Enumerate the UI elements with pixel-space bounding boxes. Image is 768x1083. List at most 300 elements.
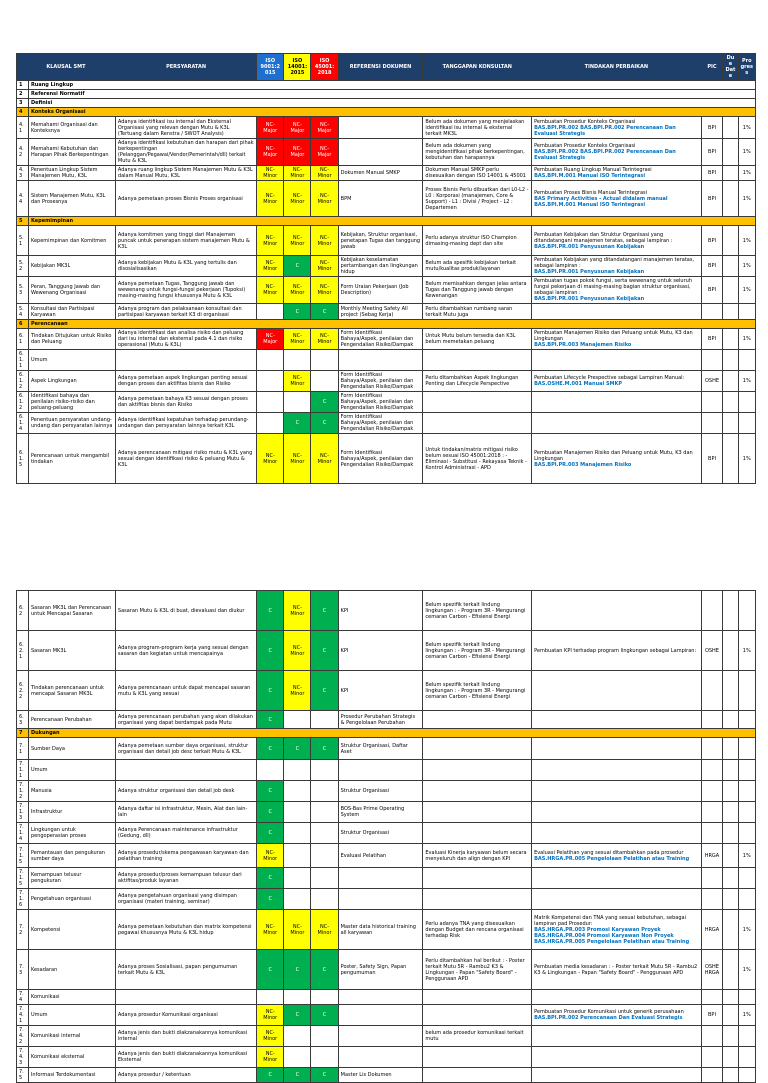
action-document-links: BAS.OSHE.M.001 Manual SMKP — [534, 381, 623, 387]
due-date-cell — [723, 889, 738, 910]
due-date-cell — [723, 1068, 738, 1083]
progress-cell — [738, 1047, 755, 1068]
corrective-action — [532, 1047, 702, 1068]
progress-cell: 1% — [738, 226, 755, 256]
action-text: Pembuatan Prosedur Konteks Organisasi — [534, 143, 636, 149]
table-row — [17, 671, 756, 711]
status-iso45001: NC-Minor — [311, 329, 338, 350]
due-date-cell — [723, 781, 738, 802]
due-date-cell — [723, 910, 738, 950]
status-iso9001: NC-Minor — [257, 256, 284, 277]
status-iso14001: NC-Minor — [284, 166, 311, 181]
status-iso45001 — [311, 868, 338, 889]
status-iso9001 — [257, 760, 284, 781]
requirement-text: Adanya identifikasi isu internal dan Eksternal Organisasi yang relevan dengan Mutu & K3L (Tertuang dalam Renstra / SWOT Analysis) — [115, 117, 256, 139]
reference-document: Struktur Organisasi — [338, 781, 423, 802]
table-row — [17, 139, 756, 166]
clause-name: Kemampuan telusur pengukuran — [28, 868, 115, 889]
section-row — [17, 729, 756, 738]
due-date-cell — [723, 166, 738, 181]
status-iso9001: C — [257, 950, 284, 990]
consultant-response: Belum spezifik terkait lindung lingkungan : - Program 3R - Mengurangi cemaran Carbon - Efisiensi Energi — [423, 671, 532, 711]
clause-name: Konsultasi dan Partisipasi Karyawan — [28, 304, 115, 320]
status-iso14001 — [284, 823, 311, 844]
reference-document: KPI — [338, 591, 423, 631]
section-row — [17, 108, 756, 117]
table-row — [17, 1005, 756, 1026]
status-iso45001: NC-Minor — [311, 226, 338, 256]
requirement-text: Adanya prosedur/proses kemampuan telusur dari aktifitas/produk layanan — [115, 868, 256, 889]
due-date-cell — [723, 371, 738, 392]
clause-name: Kebijakan MK3L — [28, 256, 115, 277]
progress-cell — [738, 392, 755, 413]
clause-name: Sistem Manajemen Mutu, K3L dan Prosesnya — [28, 181, 115, 217]
status-iso14001: NC-Minor — [284, 434, 311, 484]
requirement-text: Adanya prosedur Komunikasi organisasi — [115, 1005, 256, 1026]
reference-document: KPI — [338, 631, 423, 671]
section-number: 3 — [17, 99, 29, 108]
clause-name: Identifikasi bahaya dan penilaian risiko-risiko dan peluang-peluang — [28, 392, 115, 413]
consultant-response — [423, 1068, 532, 1083]
status-iso45001 — [311, 1047, 338, 1068]
progress-cell — [738, 889, 755, 910]
consultant-response: Perlu ditambahkan Aspek lingkungan Penting dan Lifecycle Perspective — [423, 371, 532, 392]
progress-cell: 1% — [738, 631, 755, 671]
reference-document: Form Uraian Pekerjaan (Job Description) — [338, 277, 423, 304]
gap-analysis-table-1 — [16, 53, 756, 484]
table-header-row — [17, 54, 756, 81]
corrective-action — [532, 711, 702, 729]
requirement-text: Adanya ruang lingkup Sistem Manajemen Mutu & K3L dalam Manual Mutu, K3L — [115, 166, 256, 181]
consultant-response: Proses Bisnis Perlu dibuatkan dari L0-L2 - L0 : Korporasi (manajemen, Core & Support) - L1 : Divisi / Project - L2 : Departemen — [423, 181, 532, 217]
clause-number: 7.1.1 — [17, 760, 29, 781]
requirement-text: Adanya identifikasi dan analisa risiko dan peluang dari isu internal dan eksternal pada 4.1 dan risiko operasional (Mutu & K3L) — [115, 329, 256, 350]
header-referensi: REFERENSI DOKUMEN — [338, 54, 423, 81]
due-date-cell — [723, 226, 738, 256]
requirement-text: Adanya daftar isi infrastruktur, Mesin, Alat dan lain-lain — [115, 802, 256, 823]
reference-document: Dokumen Manual SMKP — [338, 166, 423, 181]
progress-cell — [738, 1068, 755, 1083]
action-document-links: BAS.BPI.PR.003 Manajemen Risiko — [534, 342, 632, 348]
status-iso9001: NC-Major — [257, 139, 284, 166]
clause-number: 6.3 — [17, 711, 29, 729]
status-iso45001 — [311, 823, 338, 844]
consultant-response: Untuk tindakan/matrix mitigasi risiko belum sesuai ISO 45001:2018 : - Eliminasi - Substitusi - Rekayasa Teknik - Kontrol Administrasi - APD — [423, 434, 532, 484]
clause-name: Kepemimpinan dan Komitmen — [28, 226, 115, 256]
table-row — [17, 181, 756, 217]
corrective-action — [532, 350, 702, 371]
action-document-links: BAS.BPI.PR.001 Penyusunan Kebijakan — [534, 269, 645, 275]
pic-cell: HRGA — [701, 844, 723, 868]
action-text: Pembuatan Ruang Lingkup Manual Terintegrasi — [534, 167, 652, 173]
progress-cell — [738, 304, 755, 320]
table-row — [17, 256, 756, 277]
pic-cell — [701, 802, 723, 823]
reference-document — [338, 117, 423, 139]
due-date-cell — [723, 802, 738, 823]
header-klausul: KLAUSAL SMT — [17, 54, 116, 81]
due-date-cell — [723, 671, 738, 711]
clause-number: 7.1 — [17, 738, 29, 760]
status-iso45001 — [311, 781, 338, 802]
reference-document — [338, 1005, 423, 1026]
status-iso9001: NC-Minor — [257, 1005, 284, 1026]
requirement-text: Adanya program-program kerja yang sesuai dengan sasaran dan kegiatan untuk mencapainya — [115, 631, 256, 671]
requirement-text — [115, 760, 256, 781]
table-row — [17, 117, 756, 139]
status-iso45001: C — [311, 413, 338, 434]
status-iso14001 — [284, 392, 311, 413]
section-row — [17, 320, 756, 329]
action-document-links: BAS.HRGA.PR.005 Pengelolaan Pelatihan atau Training — [534, 855, 690, 862]
progress-cell: 1% — [738, 910, 755, 950]
table-row — [17, 226, 756, 256]
table-row — [17, 591, 756, 631]
action-text: Pembuatan Lifecycle Prespective sebagai Lampiran Manual: — [534, 375, 685, 381]
status-iso9001: C — [257, 738, 284, 760]
due-date-cell — [723, 823, 738, 844]
action-document-links: BAS.BPI.PR.001 Penyusunan Kebijakan — [534, 243, 645, 250]
reference-document — [338, 990, 423, 1005]
reference-document — [338, 350, 423, 371]
status-iso45001 — [311, 802, 338, 823]
corrective-action — [532, 910, 702, 950]
pic-cell — [701, 990, 723, 1005]
clause-number: 7.1.5 — [17, 844, 29, 868]
requirement-text: Adanya identifikasi kepatuhan terhadap perundang-undangan dan persyaratan lainnya terkait K3L — [115, 413, 256, 434]
status-iso45001: C — [311, 304, 338, 320]
clause-number: 7.4.3 — [17, 1047, 29, 1068]
pic-cell — [701, 1026, 723, 1047]
pic-cell: BPI — [701, 166, 723, 181]
corrective-action — [532, 413, 702, 434]
clause-number: 7.4 — [17, 990, 29, 1005]
pic-cell: BPI — [701, 256, 723, 277]
header-progress: Progress — [738, 54, 755, 81]
requirement-text — [115, 350, 256, 371]
status-iso45001: NC-Major — [311, 117, 338, 139]
requirement-text: Adanya Perencanaan maintenance infrastruktur (Gedung, dll) — [115, 823, 256, 844]
reference-document: Prosedur Perubahan Strategis & Pengelolaan Perubahan — [338, 711, 423, 729]
due-date-cell — [723, 434, 738, 484]
clause-name: Komunikasi — [28, 990, 115, 1005]
requirement-text: Adanya perencanaan perubahan yang akan dilakukan organisasi yang dapat berdampak pada Mutu — [115, 711, 256, 729]
status-iso9001: C — [257, 781, 284, 802]
reference-document: Kebijakan, Struktur organisasi, penetapan Tugas dan tanggung jawab — [338, 226, 423, 256]
status-iso45001: C — [311, 738, 338, 760]
progress-cell: 1% — [738, 434, 755, 484]
requirement-text: Adanya prosedur/skema pengawasan karyawan dan pelatihan training — [115, 844, 256, 868]
status-iso14001: C — [284, 950, 311, 990]
table-body-2 — [17, 591, 756, 1083]
progress-cell: 1% — [738, 139, 755, 166]
corrective-action — [532, 823, 702, 844]
requirement-text: Adanya proses Sosialisasi, papan pengumuman terkait Mutu & K3L — [115, 950, 256, 990]
header-iso45001: ISO 45001:2018 — [311, 54, 338, 81]
reference-document — [338, 868, 423, 889]
reference-document: Evaluasi Pelatihan — [338, 844, 423, 868]
progress-cell — [738, 1026, 755, 1047]
progress-cell: 1% — [738, 844, 755, 868]
reference-document — [338, 1047, 423, 1068]
clause-name: Kesadaran — [28, 950, 115, 990]
progress-cell: 1% — [738, 166, 755, 181]
clause-number: 7.1.3 — [17, 802, 29, 823]
section-title: Dukungan — [28, 729, 755, 738]
status-iso9001 — [257, 350, 284, 371]
table-row — [17, 711, 756, 729]
due-date-cell — [723, 350, 738, 371]
due-date-cell — [723, 950, 738, 990]
consultant-response — [423, 868, 532, 889]
status-iso9001 — [257, 413, 284, 434]
clause-name: Infrastruktur — [28, 802, 115, 823]
status-iso45001: NC-Minor — [311, 256, 338, 277]
status-iso9001: NC-Minor — [257, 434, 284, 484]
status-iso9001: C — [257, 1068, 284, 1083]
status-iso14001: NC-Minor — [284, 671, 311, 711]
corrective-action — [532, 868, 702, 889]
section-number: 2 — [17, 90, 29, 99]
due-date-cell — [723, 256, 738, 277]
status-iso14001 — [284, 1026, 311, 1047]
table-row — [17, 823, 756, 844]
status-iso9001: NC-Major — [257, 117, 284, 139]
due-date-cell — [723, 990, 738, 1005]
status-iso45001: C — [311, 950, 338, 990]
consultant-response: Perlu ditambahkan hal berikut : - Poster terkait Mutu 5R - Rambu2 K3 & Lingkungan - Papan "Safety Board" - Penggunaan APD — [423, 950, 532, 990]
status-iso14001: NC-Minor — [284, 591, 311, 631]
requirement-text: Sasaran Mutu & K3L di buat, dievaluasi dan diukur — [115, 591, 256, 631]
clause-number: 7.4.2 — [17, 1026, 29, 1047]
requirement-text: Adanya identifikasi kebutuhan dan harapan dari pihak berkepentingan (Pelanggan/Pegawai/Vendor/Pemerintah/dll) terkait Mutu & K3L — [115, 139, 256, 166]
reference-document: Form Identifikasi Bahaya/Aspek, penilaian dan Pengendalian Risiko/Dampak — [338, 413, 423, 434]
clause-name: Sasaran MK3L dan Perencanaan untuk Mencapai Sasaran — [28, 591, 115, 631]
requirement-text — [115, 990, 256, 1005]
pic-cell — [701, 350, 723, 371]
requirement-text: Adanya jenis dan bukti diakzanakannya komunikasi Eksternal — [115, 1047, 256, 1068]
reference-document: Struktur Organisasi, Daftar Aset — [338, 738, 423, 760]
section-number: 4 — [17, 108, 29, 117]
clause-name: Umum — [28, 350, 115, 371]
requirement-text: Adanya pemetaan Tugas, Tanggung jawab dan wewenang untuk fungsi-fungsi pekerjaan (Tupoksi) masing-masing fungsi khususnya Mutu & K3L — [115, 277, 256, 304]
clause-name: Lingkungan untuk pengoperasian proses — [28, 823, 115, 844]
pic-cell: BPI — [701, 226, 723, 256]
section-title: Konteks Organisasi — [28, 108, 755, 117]
requirement-text: Adanya kebijakan Mutu & K3L yang tertulis dan disosialisasikan — [115, 256, 256, 277]
progress-cell — [738, 760, 755, 781]
pic-cell: BPI — [701, 181, 723, 217]
corrective-action — [532, 889, 702, 910]
action-document-links: BAS.BPI.PR.001 Penyusunan Kebijakan — [534, 296, 645, 302]
clause-number: 7.3 — [17, 950, 29, 990]
pic-cell — [701, 304, 723, 320]
status-iso45001: NC-Major — [311, 139, 338, 166]
table-row — [17, 781, 756, 802]
status-iso14001 — [284, 760, 311, 781]
progress-cell: 1% — [738, 117, 755, 139]
corrective-action — [532, 950, 702, 990]
action-document-links: BAS.BPI.PR.002 BAS.BPI.PR.002 Perencanaan Dan Evaluasi Strategis — [534, 149, 676, 161]
clause-name: Tindakan Ditujukan untuk Risiko dan Peluang — [28, 329, 115, 350]
section-title: Perencanaan — [28, 320, 755, 329]
clause-name: Pemantauan dan pengukuran sumber daya — [28, 844, 115, 868]
status-iso45001: C — [311, 1005, 338, 1026]
pic-cell — [701, 868, 723, 889]
clause-number: 7.5 — [17, 1068, 29, 1083]
corrective-action — [532, 434, 702, 484]
table-row — [17, 889, 756, 910]
reference-document: Master data historical training all karyawan — [338, 910, 423, 950]
section-title: Referensi Normatif — [28, 90, 755, 99]
table-row — [17, 350, 756, 371]
requirement-text: Adanya pemetaan bahaya K3 sesuai dengan proses dan aktifitas bisnis dan Risiko — [115, 392, 256, 413]
clause-name: Aspek Lingkungan — [28, 371, 115, 392]
status-iso45001 — [311, 371, 338, 392]
clause-number: 4.1 — [17, 117, 29, 139]
header-tindakan: TINDAKAN PERBAIKAN — [532, 54, 702, 81]
requirement-text: Adanya struktur organisasi dan detail job desk — [115, 781, 256, 802]
due-date-cell — [723, 1026, 738, 1047]
section-number: 5 — [17, 217, 29, 226]
table-row — [17, 910, 756, 950]
table-row — [17, 434, 756, 484]
gap-analysis-table-2 — [16, 590, 756, 1083]
corrective-action — [532, 181, 702, 217]
status-iso45001 — [311, 990, 338, 1005]
pic-cell — [701, 889, 723, 910]
section-title: Definisi — [28, 99, 755, 108]
status-iso14001: NC-Major — [284, 117, 311, 139]
table-row — [17, 329, 756, 350]
due-date-cell — [723, 631, 738, 671]
section-row — [17, 217, 756, 226]
section-title: Kepemimpinan — [28, 217, 755, 226]
pic-cell: HRGA — [701, 910, 723, 950]
consultant-response: Evaluasi Kinerja karyawan belum secara menyeluruh dan align dengan KPI — [423, 844, 532, 868]
due-date-cell — [723, 738, 738, 760]
pic-cell — [701, 738, 723, 760]
clause-name: Perencanaan Perubahan — [28, 711, 115, 729]
reference-document: Kebijakan keselamatan pertambangan dan lingkungan hidup — [338, 256, 423, 277]
progress-cell: 1% — [738, 277, 755, 304]
progress-cell — [738, 671, 755, 711]
action-text: Pembuatan Prosedur Komunikasi untuk generik perusahaan — [534, 1009, 684, 1015]
consultant-response: Perlu adanya TNA yang disesuaikan dengan Budget dan rencana organisasi terhadap Risk — [423, 910, 532, 950]
pic-cell — [701, 1068, 723, 1083]
consultant-response — [423, 760, 532, 781]
clause-number: 4.2 — [17, 139, 29, 166]
status-iso9001: NC-Minor — [257, 226, 284, 256]
pic-cell: OSHE HRGA — [701, 950, 723, 990]
corrective-action — [532, 738, 702, 760]
action-document-links: BAS.BPI.PR.002 Perencanaan Dan Evaluasi Strategis — [534, 1015, 683, 1021]
corrective-action — [532, 226, 702, 256]
due-date-cell — [723, 139, 738, 166]
due-date-cell — [723, 181, 738, 217]
progress-cell: 1% — [738, 256, 755, 277]
pic-cell — [701, 671, 723, 711]
action-text: Pembuatan Kebijakan dan Struktur Organisasi yang ditandatangani manajemen teratas, sebagai lampiran : — [534, 231, 673, 244]
table-row — [17, 392, 756, 413]
status-iso14001: C — [284, 413, 311, 434]
consultant-response: Perlu adanya struktur ISO Champion dimasing-masing dept dan site — [423, 226, 532, 256]
clause-number: 6.2.1 — [17, 631, 29, 671]
section-number: 7 — [17, 729, 29, 738]
pic-cell: BPI — [701, 277, 723, 304]
clause-name: Umum — [28, 760, 115, 781]
status-iso9001 — [257, 371, 284, 392]
status-iso9001: C — [257, 711, 284, 729]
status-iso9001: NC-Major — [257, 329, 284, 350]
pic-cell — [701, 1047, 723, 1068]
status-iso45001: NC-Minor — [311, 181, 338, 217]
action-text: Pembuatan media kesadaran : - Poster terkait Mutu 5R - Rambu2 K3 & Lingkungan - Papan "Safety Board" - Penggunaan APD — [534, 963, 698, 976]
clause-number: 7.1.4 — [17, 823, 29, 844]
status-iso14001: NC-Minor — [284, 371, 311, 392]
heading-row — [17, 81, 756, 90]
clause-name: Tindakan perencanaan untuk mencapai Sasaran MK3L — [28, 671, 115, 711]
corrective-action — [532, 392, 702, 413]
pic-cell: BPI — [701, 434, 723, 484]
status-iso9001: C — [257, 591, 284, 631]
status-iso45001: NC-Minor — [311, 910, 338, 950]
consultant-response — [423, 889, 532, 910]
progress-cell — [738, 591, 755, 631]
consultant-response — [423, 711, 532, 729]
status-iso14001: NC-Major — [284, 139, 311, 166]
table-sheet-2 — [16, 590, 756, 1083]
status-iso14001: NC-Minor — [284, 226, 311, 256]
status-iso45001: NC-Minor — [311, 277, 338, 304]
clause-name: Penentuan persyaratan undang-undang dan persyaratan lainnya — [28, 413, 115, 434]
header-iso9001: ISO 9001:2015 — [257, 54, 284, 81]
status-iso14001 — [284, 711, 311, 729]
clause-number: 4.4 — [17, 181, 29, 217]
status-iso9001: C — [257, 823, 284, 844]
header-tanggapan: TANGGAPAN KONSULTAN — [423, 54, 532, 81]
progress-cell: 1% — [738, 950, 755, 990]
clause-number: 7.1.6 — [17, 889, 29, 910]
action-document-links: BAS.BPI.PR.003 Manajemen Risiko — [534, 461, 632, 468]
status-iso14001: NC-Minor — [284, 277, 311, 304]
consultant-response — [423, 350, 532, 371]
status-iso45001: NC-Minor — [311, 434, 338, 484]
corrective-action — [532, 117, 702, 139]
requirement-text: Adanya jenis dan bukti diakzanakannya komunikasi internal — [115, 1026, 256, 1047]
requirement-text: Adanya pemetaan sumber daya organisasi, struktur organisasi dan detail job desc terkait Mutu & K3L — [115, 738, 256, 760]
pic-cell — [701, 413, 723, 434]
status-iso45001: C — [311, 631, 338, 671]
clause-number: 6.2 — [17, 591, 29, 631]
heading-row — [17, 90, 756, 99]
status-iso14001: C — [284, 304, 311, 320]
consultant-response: Perlu ditambahkan rumbang saran terkait Mutu juga — [423, 304, 532, 320]
clause-name: Memahami Organisasi dan Konteksnya — [28, 117, 115, 139]
requirement-text: Adanya prosedur / ketentuan — [115, 1068, 256, 1083]
reference-document: Poster, Safety Sign, Papan pengumuman — [338, 950, 423, 990]
consultant-response — [423, 990, 532, 1005]
status-iso9001: C — [257, 802, 284, 823]
clause-name: Peran, Tanggung Jawab dan Wewenang Organisasi — [28, 277, 115, 304]
action-document-links: BAS.BPI.M.001 Manual ISO Terintegrasi — [534, 173, 646, 179]
corrective-action — [532, 1005, 702, 1026]
corrective-action — [532, 802, 702, 823]
status-iso14001: C — [284, 256, 311, 277]
section-number: 6 — [17, 320, 29, 329]
status-iso14001: C — [284, 1005, 311, 1026]
clause-number: 5.4 — [17, 304, 29, 320]
